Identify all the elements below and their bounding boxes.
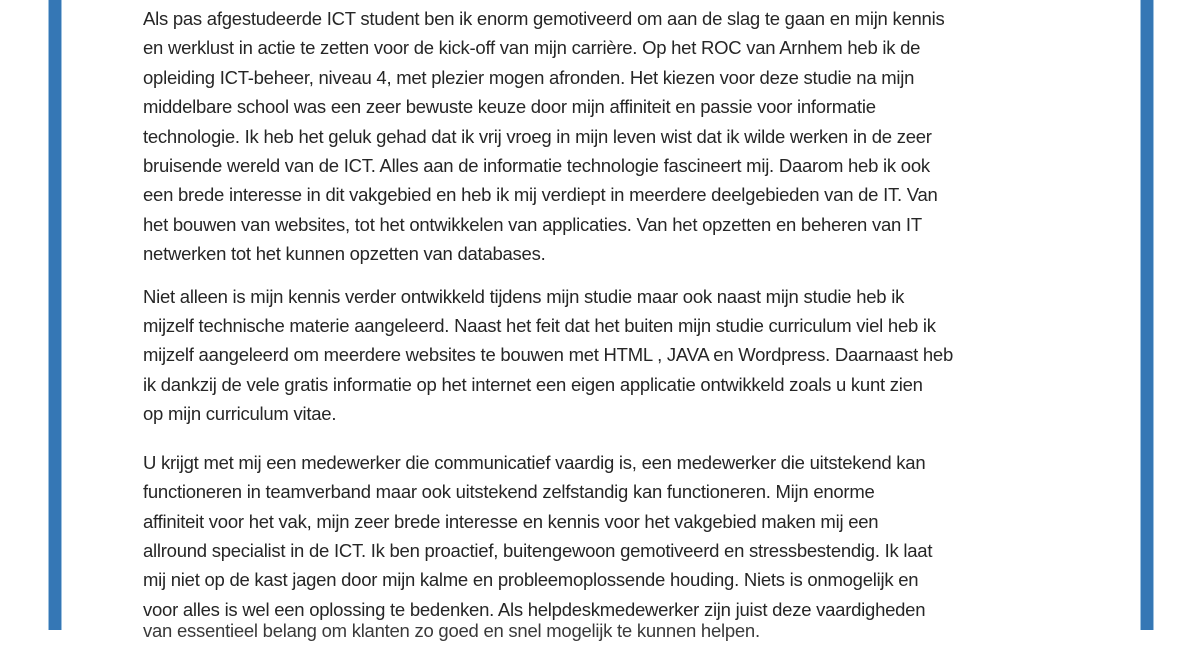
letter-body-text xyxy=(143,4,1083,659)
paragraph xyxy=(143,448,1083,646)
text-line: op mijn curriculum vitae. xyxy=(143,403,337,425)
paragraph xyxy=(143,4,1083,269)
text-line: functioneren in teamverband maar ook uitstekend zelfstandig kan functioneren. Mijn enorme xyxy=(143,481,875,503)
text-line: en werklust in actie te zetten voor de kick-off van mijn carrière. Op het ROC van Arnhem heb ik de xyxy=(143,37,921,59)
text-line: affiniteit voor het vak, mijn zeer brede interesse en kennis voor het vakgebied maken mij een xyxy=(143,510,879,532)
text-line: voor alles is wel een oplossing te bedenken. Als helpdeskmedewerker zijn juist deze vaardigheden xyxy=(143,598,926,620)
text-line: netwerken tot het kunnen opzetten van databases. xyxy=(143,243,546,265)
right-accent-bar xyxy=(1140,0,1154,630)
text-line: een brede interesse in dit vakgebied en heb ik mij verdiept in meerdere deelgebieden van de IT. Van xyxy=(143,184,938,206)
text-line: bruisende wereld van de ICT. Alles aan de informatie technologie fascineert mij. Daarom heb ik ook xyxy=(143,155,930,177)
text-line: ik dankzij de vele gratis informatie op het internet een eigen applicatie ontwikkeld zoals u kunt zien xyxy=(143,373,923,395)
left-accent-bar xyxy=(48,0,62,630)
text-line: mij niet op de kast jagen door mijn kalme en probleemoplossende houding. Niets is onmogelijk en xyxy=(143,569,919,591)
text-line: mijzelf aangeleerd om meerdere websites te bouwen met HTML , JAVA en Wordpress. Daarnaast heb xyxy=(143,344,953,366)
text-line: allround specialist in de ICT. Ik ben proactief, buitengewoon gemotiveerd en stressbestendig. Ik laat xyxy=(143,539,933,561)
text-line: middelbare school was een zeer bewuste keuze door mijn affiniteit en passie voor informatie xyxy=(143,96,876,118)
text-line: Niet alleen is mijn kennis verder ontwikkeld tijdens mijn studie maar ook naast mijn studie heb ik xyxy=(143,285,905,307)
text-line: technologie. Ik heb het geluk gehad dat ik vrij vroeg in mijn leven wist dat ik wilde werken in de zeer xyxy=(143,125,932,147)
text-line: het bouwen van websites, tot het ontwikkelen van applicaties. Van het opzetten en beheren van IT xyxy=(143,213,922,235)
text-line: U krijgt met mij een medewerker die communicatief vaardig is, een medewerker die uitstekend kan xyxy=(143,451,926,473)
clipped-text-line: van essentieel belang om klanten zo goed en snel mogelijk te kunnen helpen. xyxy=(143,620,760,642)
paragraph xyxy=(143,282,1083,429)
text-line: opleiding ICT-beheer, niveau 4, met plezier mogen afronden. Het kiezen voor deze studie na mijn xyxy=(143,66,915,88)
text-line: mijzelf technische materie aangeleerd. Naast het feit dat het buiten mijn studie curriculum viel heb ik xyxy=(143,315,936,337)
text-line: Als pas afgestudeerde ICT student ben ik enorm gemotiveerd om aan de slag te gaan en mijn kennis xyxy=(143,8,945,29)
